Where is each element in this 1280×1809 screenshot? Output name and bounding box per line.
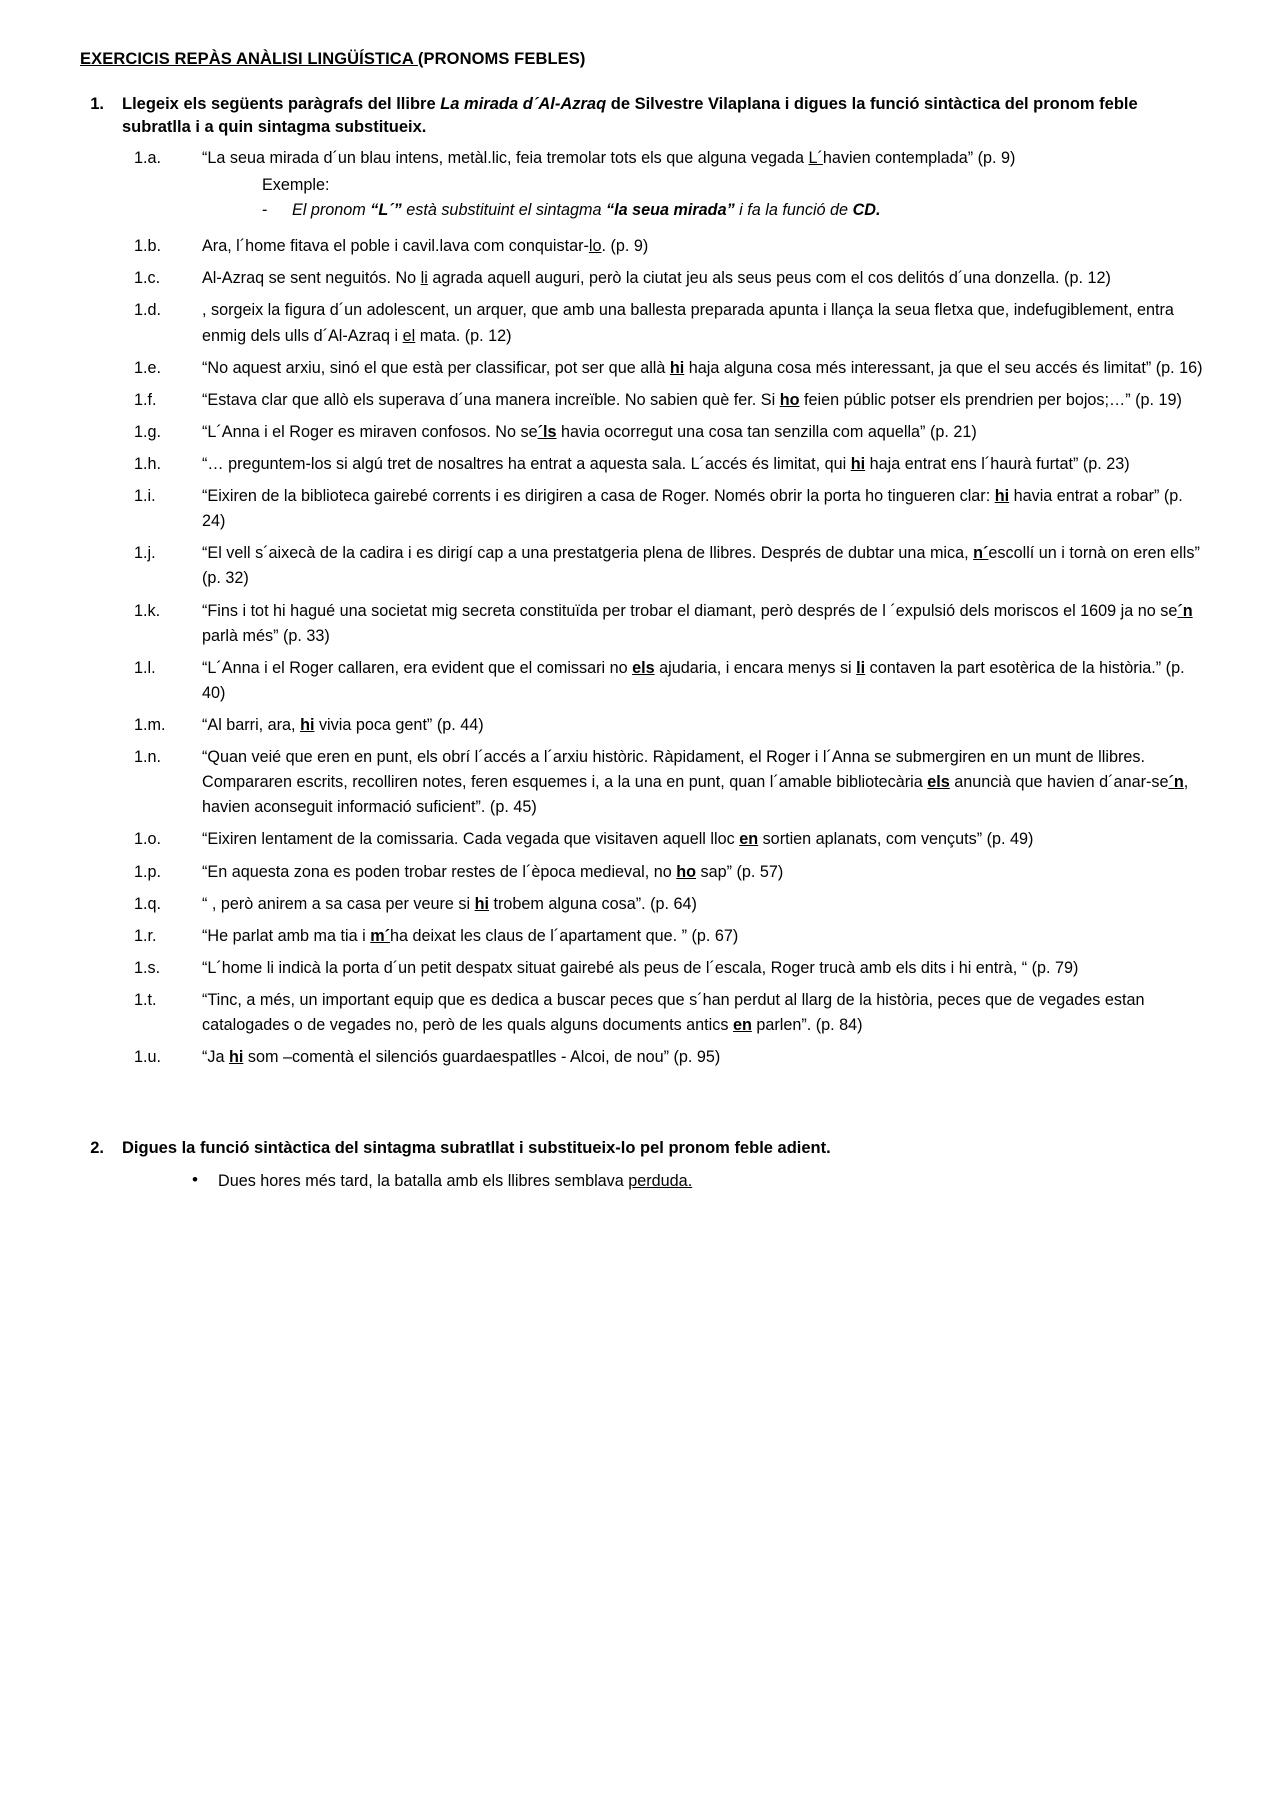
list-item-text	[196, 827, 1208, 852]
list-item-pre: “Quan veié que eren en punt, els obrí l´accés a l´arxiu històric. Ràpidament, el Roger i l´Anna se submergiren en un munt de llibres. Compararen escrits, recolliren notes, feren esquemes i, a la una en punt, quan l´amable bibliotecària	[202, 748, 1145, 792]
list-item	[72, 146, 1208, 171]
list-item-pre: “He parlat amb ma tia i	[202, 926, 371, 945]
example-dash-marker: -	[262, 201, 268, 220]
list-item-label: 1.k.	[134, 601, 161, 620]
pronoun-mark: en	[739, 830, 759, 849]
list-item-post: sortien aplanats, com vençuts” (p. 49)	[758, 830, 1034, 849]
list-item-text	[196, 146, 1208, 171]
list-item-post: parlen”. (p. 84)	[751, 1016, 863, 1035]
list-item-post: haja alguna cosa més interessant, ja que el seu accés és limitat” (p. 16)	[684, 358, 1203, 377]
pronoun-mark-2: ´n	[1168, 773, 1184, 792]
pronoun-mark: ho	[676, 862, 697, 881]
list-item-label: 1.p.	[134, 862, 162, 881]
list-item-post: haja entrat ens l´haurà furtat” (p. 23)	[865, 455, 1130, 474]
list-item-pre: Ara, l´home fitava el poble i cavil.lava com conquistar-	[202, 237, 589, 256]
list-item-label: 1.n.	[134, 748, 162, 767]
list-item-pre: , sorgeix la figura d´un adolescent, un arquer, que amb una ballesta preparada apunta i llança la seua fletxa que, indefugiblement, entra enmig dels ulls d´Al-Azraq i	[202, 301, 1174, 345]
list-item-pre: “Al barri, ara,	[202, 716, 301, 734]
pronoun-mark: ´ls	[537, 422, 557, 441]
list-item-label: 1.h.	[134, 455, 162, 474]
question-1	[72, 93, 1208, 1070]
pronoun-mark: li	[420, 269, 428, 288]
list-item-label: 1.l.	[134, 658, 156, 677]
list-item-post: havia entrat a robar” (p. 24)	[202, 487, 1183, 531]
list-item-post: havien contemplada” (p. 9)	[822, 148, 1016, 167]
list-item-post: ha deixat les claus de l´apartament que. ” (p. 67)	[390, 926, 739, 945]
pronoun-mark: els	[632, 658, 655, 677]
page-title	[80, 50, 1208, 69]
list-item-text	[196, 656, 1208, 706]
list-item-mid: ajudaria, i encara menys si	[654, 658, 857, 677]
list-item-label: 1.i.	[134, 487, 156, 506]
pronoun-mark: L´	[808, 148, 823, 167]
list-item-text	[196, 234, 1208, 259]
list-item-label: 1.a.	[134, 148, 162, 167]
page-title-rest: (PRONOMS FEBLES)	[417, 50, 586, 68]
list-item-post: trobem alguna cosa”. (p. 64)	[489, 894, 697, 913]
list-item-text	[196, 956, 1208, 981]
pronoun-mark: lo	[588, 237, 602, 256]
list-item-label: 1.r.	[134, 926, 157, 945]
question-1-book-title: La mirada d´Al-Azraq	[440, 95, 607, 113]
question-2-bullets	[72, 1169, 1208, 1194]
pronoun-mark: hi	[669, 358, 685, 377]
list-item-text	[196, 988, 1208, 1038]
list-item-post: , havien aconseguit informació suficient”. (p. 45)	[202, 773, 1189, 817]
list-item	[72, 420, 1208, 445]
list-item	[72, 388, 1208, 413]
list-item-pre: Al-Azraq se sent neguitós. No	[202, 269, 421, 288]
example-answer	[262, 201, 1208, 220]
page-title-underlined: EXERCICIS REPÀS ANÀLISI LINGÜÍSTICA	[80, 50, 418, 68]
list-item-label: 1.j.	[134, 544, 156, 563]
list-item-post: sap” (p. 57)	[696, 862, 784, 881]
list-item-label: 1.u.	[134, 1048, 162, 1067]
list-item-text	[196, 420, 1208, 445]
list-item	[72, 484, 1208, 534]
list-item-text	[196, 713, 1208, 738]
list-item-pre: “L´Anna i el Roger callaren, era evident que el comissari no	[202, 658, 633, 677]
list-item-post: contaven la part esotèrica de la història.” (p. 40)	[202, 658, 1185, 702]
list-item-pre: Dues hores més tard, la batalla amb els llibres semblava	[218, 1171, 629, 1190]
list-item-post: . (p. 9)	[601, 237, 649, 256]
example-post: i fa la funció de	[734, 201, 853, 220]
list-item-post: parlà més” (p. 33)	[202, 626, 330, 645]
list-item	[72, 1045, 1208, 1070]
pronoun-mark: hi	[300, 716, 315, 734]
list-item-text	[196, 924, 1208, 949]
list-item	[72, 234, 1208, 259]
pronoun-mark: hi	[850, 455, 866, 474]
list-item-label: 1.g.	[134, 422, 162, 441]
pronoun-mark: hi	[229, 1048, 244, 1067]
pronoun-mark: els	[927, 773, 950, 792]
list-item-post: escollí un i tornà on eren ells” (p. 32)	[202, 544, 1200, 588]
list-item	[72, 860, 1208, 885]
list-item-label: 1.d.	[134, 301, 162, 320]
list-item-label: 1.m.	[134, 716, 166, 734]
example-funcio: CD.	[852, 201, 881, 220]
question-2-heading	[72, 1137, 1208, 1160]
list-item-pre: “En aquesta zona es poden trobar restes de l´època medieval, no	[202, 862, 677, 881]
list-item-label: 1.b.	[134, 237, 162, 256]
list-item-label: 1.o.	[134, 830, 162, 849]
list-item-text	[196, 388, 1208, 413]
example-sintagma: “la seua mirada”	[606, 201, 735, 220]
list-item-post: havia ocorregut una cosa tan senzilla com aquella” (p. 21)	[556, 422, 977, 441]
question-1-heading	[72, 93, 1208, 140]
list-item	[72, 892, 1208, 917]
list-item-label: 1.e.	[134, 358, 162, 377]
question-1-text-part1: Llegeix els següents paràgrafs del llibre	[122, 95, 441, 113]
list-item-post: agrada aquell auguri, però la ciutat jeu als seus peus com el cos delitós d´una donzella. (p. 12)	[427, 269, 1111, 288]
list-item-pre: “Ja	[202, 1048, 229, 1067]
pronoun-mark-2: li	[856, 658, 866, 677]
pronoun-mark: m´	[370, 926, 391, 945]
question-1-number: 1.	[90, 95, 104, 113]
list-item-pre: “El vell s´aixecà de la cadira i es dirigí cap a una prestatgeria plena de llibres. Després de dubtar una mica,	[202, 544, 974, 563]
question-1-text	[114, 93, 1208, 140]
list-item-mid: anuncià que havien d´anar-se	[949, 773, 1169, 792]
list-item-text	[218, 1169, 692, 1194]
pronoun-mark: ´n	[1177, 601, 1193, 620]
list-item-label: 1.t.	[134, 990, 157, 1009]
list-item-pre: “ , però anirem a sa casa per veure si	[202, 894, 475, 913]
pronoun-mark: en	[732, 1016, 752, 1035]
pronoun-mark: hi	[994, 487, 1010, 506]
example-answer-text	[292, 201, 880, 220]
list-item	[192, 1169, 1208, 1194]
list-item	[72, 541, 1208, 591]
list-item-label: 1.c.	[134, 269, 161, 288]
question-2	[72, 1137, 1208, 1194]
list-item-pre: “L´Anna i el Roger es miraven confosos. No se	[202, 422, 538, 441]
list-item	[72, 599, 1208, 649]
list-item	[72, 356, 1208, 381]
list-item	[72, 452, 1208, 477]
list-item-text	[196, 356, 1208, 381]
question-1-text-part2: de Silvestre Vilaplana i digues la funció sintàctica del pronom feble subratlla i a quin sintagma substitueix.	[122, 95, 1138, 137]
list-item-pre: “No aquest arxiu, sinó el que està per classificar, pot ser que allà	[202, 358, 670, 377]
list-item-text	[196, 1045, 1208, 1070]
list-item	[72, 298, 1208, 348]
list-item	[72, 713, 1208, 738]
example-pronoun: “L´”	[370, 201, 402, 220]
list-item-text	[196, 452, 1208, 477]
example-mid: està substituint el sintagma	[401, 201, 606, 220]
list-item-text	[196, 745, 1208, 820]
question-2-text: Digues la funció sintàctica del sintagma subratllat i substitueix-lo pel pronom feble adient.	[122, 1139, 831, 1158]
pronoun-mark: ho	[779, 390, 800, 409]
question-2-number: 2.	[90, 1139, 104, 1158]
pronoun-mark: hi	[474, 894, 490, 913]
list-item-text	[196, 541, 1208, 591]
list-item-text	[196, 266, 1208, 291]
example-heading: Exemple:	[262, 175, 330, 194]
list-item-pre: “Eixiren lentament de la comissaria. Cada vegada que visitaven aquell lloc	[202, 830, 740, 849]
list-item-pre: “L´home li indicà la porta d´un petit despatx situat gairebé als peus de l´escala, Roger trucà amb els dits i hi entrà, “ (p. 79)	[202, 958, 1079, 977]
list-item	[72, 988, 1208, 1038]
list-item	[72, 956, 1208, 981]
list-item-post: feien públic potser els prendrien per bojos;…” (p. 19)	[799, 390, 1182, 409]
list-item	[72, 266, 1208, 291]
list-item-label: 1.s.	[134, 958, 161, 977]
list-item-pre: “Fins i tot hi hagué una societat mig secreta constituïda per trobar el diamant, però després de l ´expulsió dels moriscos el 1609 ja no se	[202, 601, 1178, 620]
list-item-pre: “La seua mirada d´un blau intens, metàl.lic, feia tremolar tots els que alguna vegada	[202, 148, 809, 167]
list-item-label: 1.q.	[134, 894, 162, 913]
pronoun-mark: n´	[973, 544, 989, 563]
list-item-text	[196, 298, 1208, 348]
list-item	[72, 827, 1208, 852]
list-item-post: som –comentà el silenciós guardaespatlles - Alcoi, de nou” (p. 95)	[243, 1048, 721, 1067]
list-item	[72, 924, 1208, 949]
list-item-post: vivia poca gent” (p. 44)	[314, 716, 484, 734]
list-item-text	[196, 860, 1208, 885]
pronoun-mark: el	[402, 326, 416, 345]
list-item	[72, 745, 1208, 820]
list-item-label: 1.f.	[134, 390, 157, 409]
list-item-pre: “Estava clar que allò els superava d´una manera increïble. No sabien què fer. Si	[202, 390, 780, 409]
list-item-text	[196, 892, 1208, 917]
list-item-pre: “… preguntem-los si algú tret de nosaltres ha entrat a aquesta sala. L´accés és limitat, qui	[202, 455, 851, 474]
list-item-text	[196, 599, 1208, 649]
bullet-icon: •	[192, 1169, 198, 1189]
underlined-sintagma: perduda.	[628, 1171, 693, 1190]
list-item	[72, 656, 1208, 706]
list-item-pre: “Tinc, a més, un important equip que es dedica a buscar peces que s´han perdut al llarg de la història, peces que de vegades estan catalogades o de vegades no, però de les quals alguns documents antics	[202, 990, 1145, 1035]
list-item-pre: “Eixiren de la biblioteca gairebé corrents i es dirigiren a casa de Roger. Només obrir la porta ho tingueren clar:	[202, 487, 995, 506]
list-item-post: mata. (p. 12)	[415, 326, 512, 345]
question-1-subitems	[72, 146, 1208, 1070]
example-pre: El pronom	[292, 201, 371, 220]
list-item-text	[196, 484, 1208, 534]
